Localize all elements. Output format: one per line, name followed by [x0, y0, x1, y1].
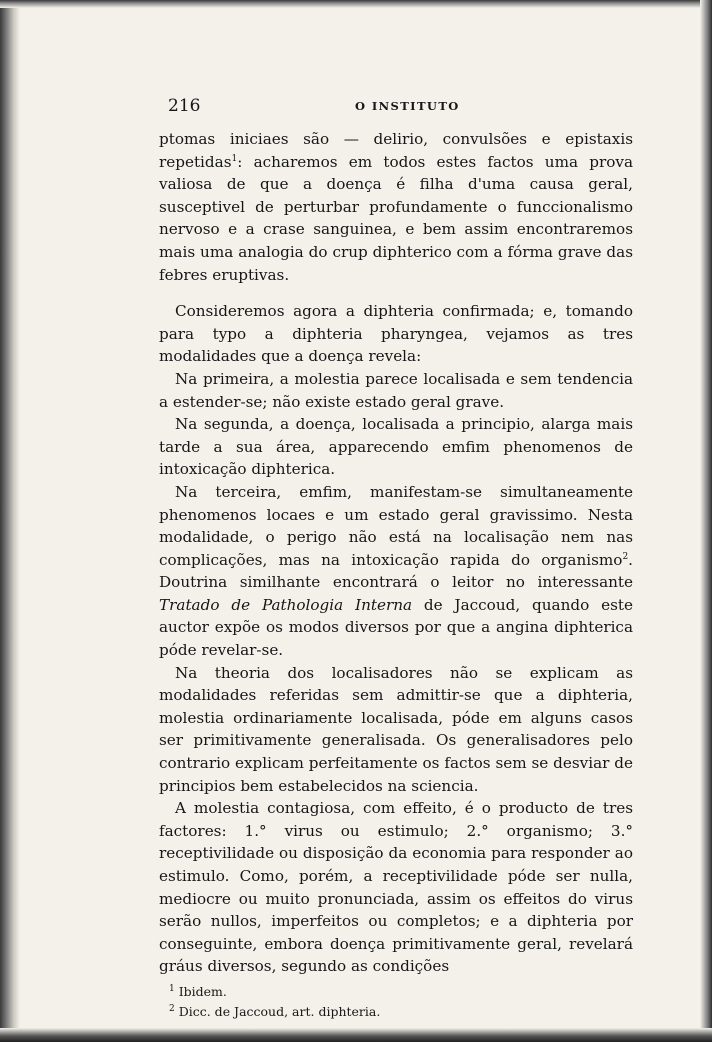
paragraph-6: Na theoria dos localisadores não se explicam as modalidades referidas sem admittir-se que a diphteria, molestia ordinariamente localisada, póde em alguns casos ser primitivamente generalisada. Os generalisadores pelo contrario explicam perfeitamente os factos sem se desviar de principios bem estabelecidos na sciencia. — [159, 663, 633, 795]
footnote-text: Dicc. de Jaccoud, art. diphteria. — [178, 1003, 381, 1019]
footnote-text: Ibidem. — [178, 983, 227, 999]
page-binding-shadow — [0, 0, 20, 1042]
footnote-2 — [159, 1002, 633, 1022]
paragraph-1 — [159, 128, 633, 286]
footnotes — [159, 982, 633, 1022]
paragraph-1-text-cont: : acharemos em todos estes factos uma prova valiosa de que a doença é filha d'uma causa geral, susceptivel de perturbar profundamente o funccionalismo nervoso e a crase sanguinea, e bem assim encontraremos mais uma analogia do crup diphterico com a fórma grave das febres eruptivas. — [159, 152, 633, 284]
paragraph-4: Na segunda, a doença, localisada a principio, alarga mais tarde a sua área, apparecendo emfim phenomenos de intoxicação diphterica. — [159, 415, 633, 479]
footnote-ref-2: 2 — [622, 551, 629, 562]
paragraph-5-text-mid: . Doutrina similhante encontrará o leitor no interessante — [159, 550, 633, 592]
footnote-ref-1: 1 — [231, 153, 238, 164]
page-bottom-shadow — [0, 1028, 712, 1042]
page-number: 216 — [168, 96, 201, 116]
paragraph-5-text: Na terceira, emfim, manifestam-se simultaneamente phenomenos locaes e um estado geral gravissimo. Nesta modalidade, o perigo não está na localisação nem nas complicações, mas na intoxicação rapida do organismo — [159, 482, 633, 569]
page-header — [159, 96, 633, 120]
paragraph-5-text-end: de Jaccoud, quando este auctor expõe os modos diversos por que a angina diphterica póde revelar-se. — [159, 595, 633, 660]
footnote-marker: 1 — [169, 983, 175, 994]
text-column — [159, 96, 633, 1022]
footnote-marker: 2 — [169, 1003, 175, 1014]
page-top-shadow — [0, 0, 712, 8]
book-title-italic: Tratado de Pathologia Interna — [159, 595, 413, 614]
page-right-shadow — [700, 0, 712, 1042]
paragraph-1-text: ptomas iniciaes são — delirio, convulsões e epistaxis repetidas — [159, 130, 633, 171]
paragraph-7: A molestia contagiosa, com effeito, é o producto de tres factores: 1.° virus ou estimulo; 2.° organismo; 3.° receptivilidade ou disposição da economia para responder ao estimulo. Como, porém, a receptivilidade póde ser nulla, mediocre ou muito pronunciada, assim os effeitos do virus serão nullos, imperfeitos ou completos; e a diphteria por conseguinte, embora doença primitivamente geral, revelará gráus diversos, segundo as condições — [159, 799, 633, 976]
paragraph-2: Consideremos agora a diphteria confirmada; e, tomando para typo a diphteria pharyngea, vejamos as tres modalidades que a doença revela: — [159, 302, 633, 366]
paragraph-3: Na primeira, a molestia parece localisada e sem tendencia a estender-se; não existe estado geral grave. — [159, 369, 633, 411]
paragraph-gap — [159, 286, 633, 300]
paragraph-5 — [159, 481, 633, 662]
footnote-1 — [159, 982, 633, 1002]
running-head: O INSTITUTO — [355, 99, 460, 113]
